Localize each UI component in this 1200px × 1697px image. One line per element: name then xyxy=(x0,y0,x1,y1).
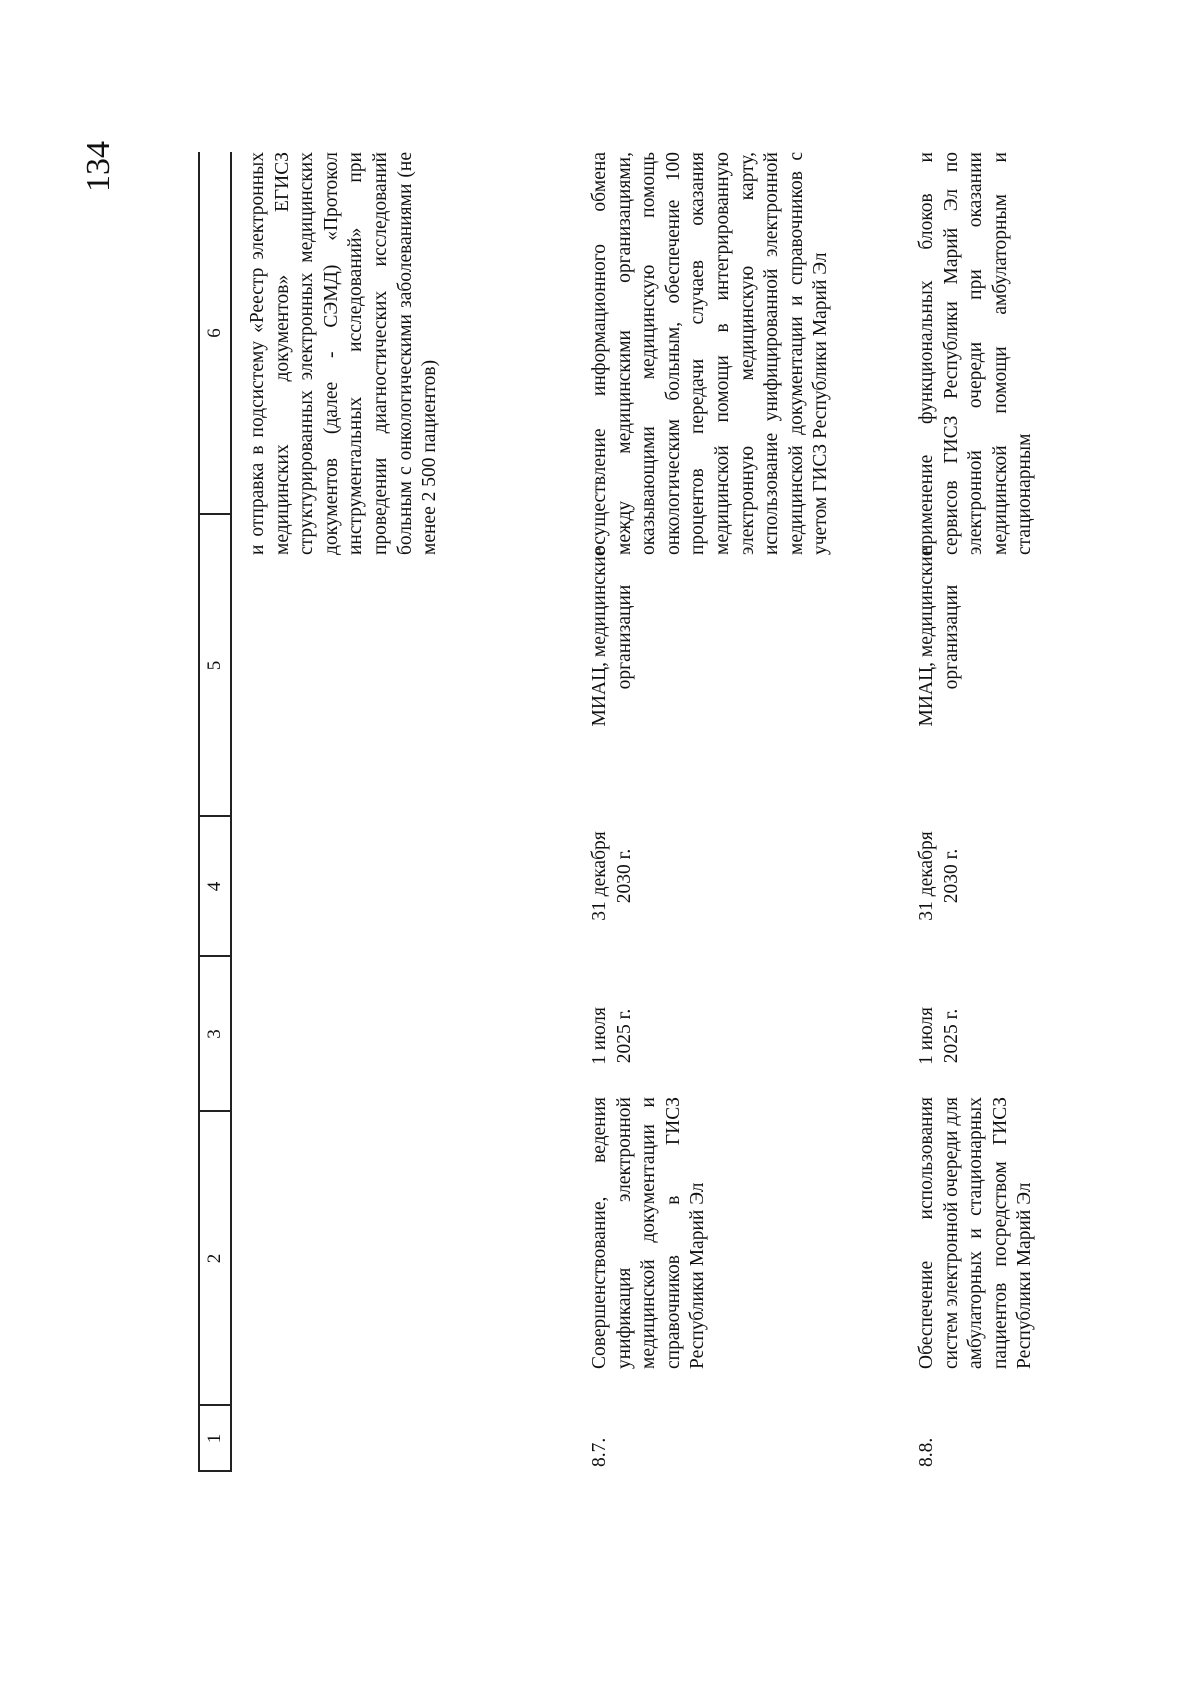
column-header-2: 2 xyxy=(204,1253,225,1264)
row-number: 8.8. xyxy=(916,1437,937,1467)
row-number: 8.7. xyxy=(589,1437,610,1467)
task-name-cell: Совершенствование, ведения унификация электронной медицинской документации и справочников в ГИСЗ Республики Марий Эл xyxy=(589,1097,709,1369)
result-cell: применение функциональных блоков и сервисов ГИСЗ Республики Марий Эл по электронной очереди при оказании медицинской помощи амбулаторным и стационарным xyxy=(916,152,1036,555)
column-header-1: 1 xyxy=(204,1433,225,1444)
task-name-cell: Обеспечение использования систем электронной очереди для амбулаторных и стационарных пациентов посредством ГИСЗ Республики Марий Эл xyxy=(916,1097,1036,1369)
column-header-6: 6 xyxy=(204,328,225,338)
executor-cell: МИАЦ, медицинские организации xyxy=(589,547,635,727)
table-row xyxy=(588,0,908,1697)
table-row xyxy=(915,0,1055,1697)
column-header-3: 3 xyxy=(204,1029,225,1039)
start-date-cell: 1 июля 2025 г. xyxy=(916,1007,962,1065)
executor-cell: МИАЦ, медицинские организации xyxy=(916,547,962,727)
result-cell: осуществление информационного обмена между медицинскими организациями, оказывающими медицинскую помощь онкологическим больным, обеспечение 100 процентов передачи случаев оказания медицинской помощи в интегрированную электронную медицинскую карту, использование унифицированной электронной медицинской документации и справочников с учетом ГИСЗ Республики Марий Эл xyxy=(589,152,832,555)
start-date-cell: 1 июля 2025 г. xyxy=(589,1007,635,1065)
table-header-bottom-border xyxy=(230,152,232,1472)
result-cell: и отправка в подсистему «Реестр электронных медицинских документов» ЕГИСЗ структурированных электронных медицинских документов (далее - СЭМД) «Протокол инструментальных исследований» при проведении диагностических исследований больным с онкологическими заболеваниями (не менее 2 500 пациентов) xyxy=(247,152,441,555)
column-header-5: 5 xyxy=(204,660,225,671)
column-header-4: 4 xyxy=(204,881,225,892)
end-date-cell: 31 декабря 2030 г. xyxy=(589,831,635,921)
end-date-cell: 31 декабря 2030 г. xyxy=(916,831,962,921)
table-row-continuation xyxy=(246,0,506,1697)
page-number: 134 xyxy=(80,141,117,192)
